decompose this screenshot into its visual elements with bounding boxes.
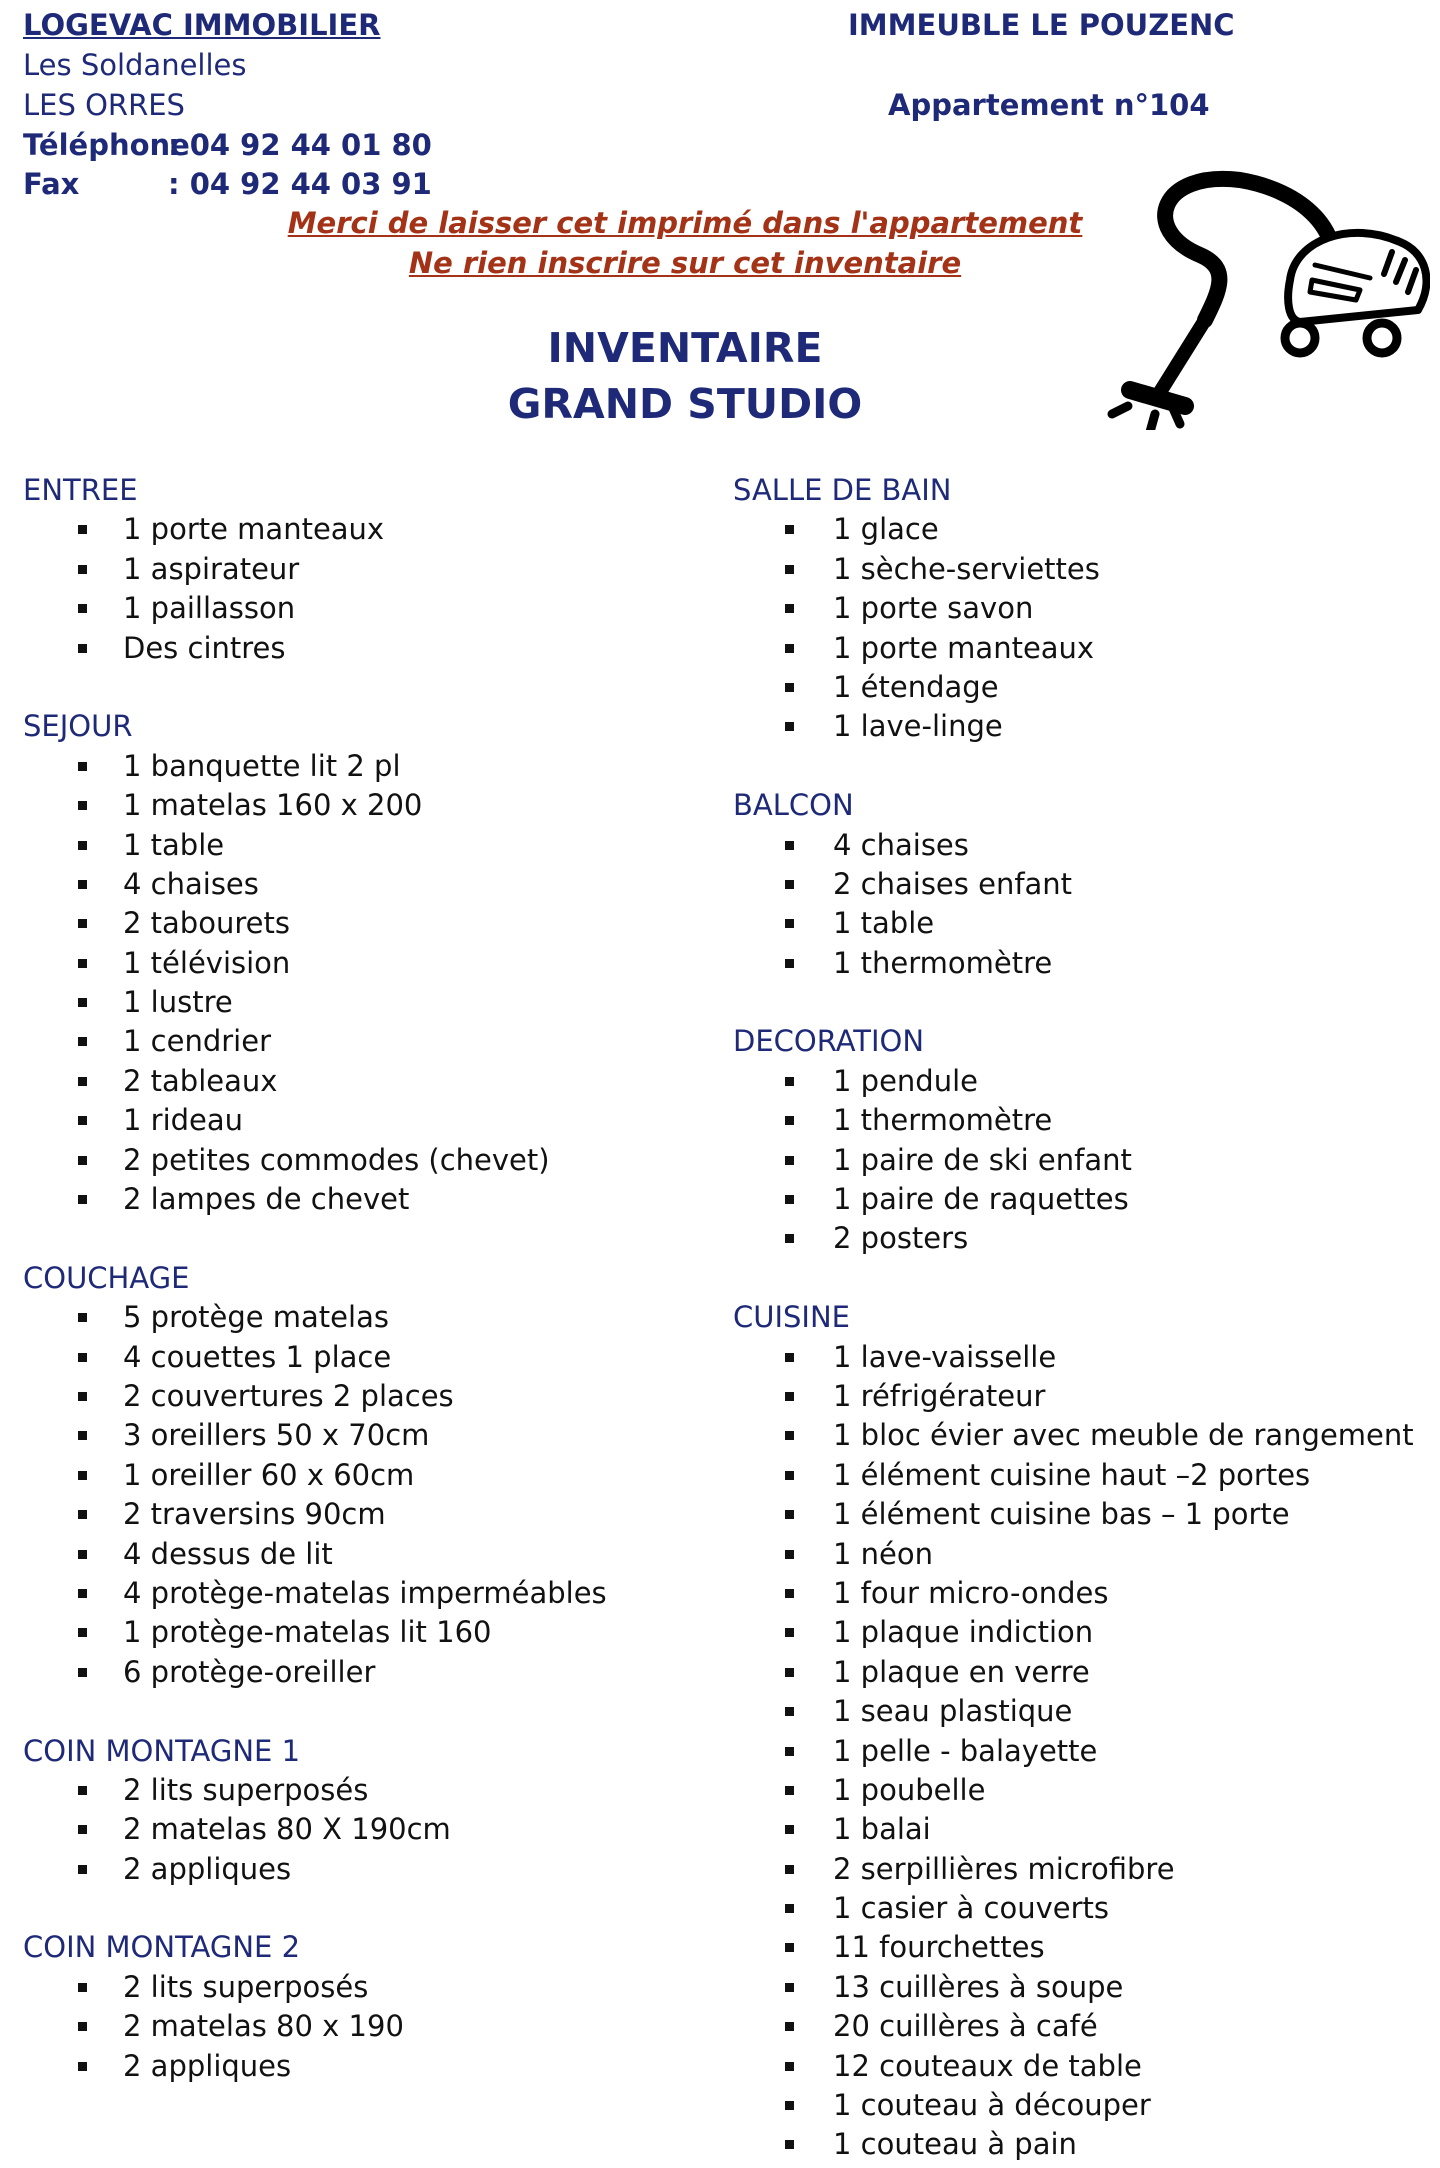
item-text: 1 élément cuisine haut –2 portes	[833, 1457, 1311, 1492]
list-item	[23, 1062, 723, 1101]
item-text: 1 paillasson	[123, 591, 296, 626]
item-text: 1 banquette lit 2 pl	[123, 748, 401, 783]
item-text: 2 lits superposés	[123, 1772, 369, 1807]
section-title: COIN MONTAGNE 1	[23, 1733, 301, 1768]
item-list	[733, 1338, 1433, 2165]
item-text: 1 table	[123, 827, 225, 862]
bullet-icon	[78, 1392, 87, 1401]
bullet-icon	[78, 644, 87, 653]
item-text: 20 cuillères à café	[833, 2009, 1098, 2044]
bullet-icon	[78, 801, 87, 810]
list-item	[733, 1928, 1433, 1967]
list-item	[733, 1653, 1433, 1692]
item-text: 4 protège-matelas imperméables	[123, 1575, 607, 1610]
bullet-icon	[785, 919, 794, 928]
item-text: 12 couteaux de table	[833, 2048, 1142, 2083]
item-text: 1 réfrigérateur	[833, 1378, 1046, 1413]
bullet-icon	[78, 565, 87, 574]
bullet-icon	[785, 959, 794, 968]
list-item	[733, 1692, 1433, 1731]
list-item	[23, 1495, 723, 1534]
item-text: 2 lampes de chevet	[123, 1182, 410, 1217]
item-text: 1 pendule	[833, 1063, 978, 1098]
list-item	[23, 747, 723, 786]
list-item	[23, 1850, 723, 1889]
item-list	[23, 1968, 723, 2086]
section-spacer	[733, 1259, 1433, 1298]
item-text: 6 protège-oreiller	[123, 1654, 376, 1689]
bullet-icon	[785, 1510, 794, 1519]
page-title: INVENTAIRE	[547, 324, 823, 372]
item-text: 1 plaque en verre	[833, 1654, 1090, 1689]
item-text: 1 pelle - balayette	[833, 1733, 1098, 1768]
list-item	[23, 983, 723, 1022]
phone-value: : 04 92 44 01 80	[168, 128, 432, 162]
section-title: DECORATION	[733, 1024, 925, 1059]
bullet-icon	[785, 1943, 794, 1952]
section-coin-montagne-1	[23, 1732, 723, 1890]
item-text: Des cintres	[123, 630, 286, 665]
bullet-icon	[785, 1353, 794, 1362]
list-item	[733, 1377, 1433, 1416]
bullet-icon	[785, 1865, 794, 1874]
list-item	[733, 1850, 1433, 1889]
item-list	[733, 510, 1433, 746]
bullet-icon	[785, 1234, 794, 1243]
item-text: 1 lustre	[123, 985, 233, 1020]
bullet-icon	[78, 2022, 87, 2031]
page-subtitle: GRAND STUDIO	[507, 380, 863, 428]
item-text: 1 aspirateur	[123, 551, 300, 586]
bullet-icon	[78, 2062, 87, 2071]
item-text: 1 paire de ski enfant	[833, 1142, 1132, 1177]
fax-label: Fax	[23, 167, 80, 201]
bullet-icon	[785, 1116, 794, 1125]
section-spacer	[23, 1889, 723, 1928]
bullet-icon	[78, 1628, 87, 1637]
notice-no-writing: Ne rien inscrire sur cet inventaire	[408, 246, 962, 280]
list-item	[733, 826, 1433, 865]
list-item	[733, 589, 1433, 628]
list-item	[733, 1141, 1433, 1180]
item-text: 4 couettes 1 place	[123, 1339, 392, 1374]
item-list	[23, 1771, 723, 1889]
bullet-icon	[78, 1077, 87, 1086]
bullet-icon	[785, 1077, 794, 1086]
list-item	[23, 1456, 723, 1495]
bullet-icon	[78, 841, 87, 850]
section-spacer	[733, 983, 1433, 1022]
item-text: 1 porte manteaux	[123, 512, 385, 547]
item-text: 1 lave-vaisselle	[833, 1339, 1057, 1374]
list-item	[23, 1101, 723, 1140]
list-item	[733, 1574, 1433, 1613]
agency-name: LOGEVAC IMMOBILIER	[23, 8, 381, 42]
section-entree	[23, 471, 723, 668]
section-title: BALCON	[733, 788, 854, 823]
section-spacer	[23, 668, 723, 707]
list-item	[733, 904, 1433, 943]
bullet-icon	[78, 1825, 87, 1834]
building-name: IMMEUBLE LE POUZENC	[848, 8, 1235, 42]
list-item	[23, 1810, 723, 1849]
item-text: 1 matelas 160 x 200	[123, 788, 423, 823]
item-text: 2 lits superposés	[123, 1969, 369, 2004]
bullet-icon	[78, 604, 87, 613]
bullet-icon	[78, 1786, 87, 1795]
bullet-icon	[78, 525, 87, 534]
bullet-icon	[785, 525, 794, 534]
list-item	[23, 1141, 723, 1180]
bullet-icon	[785, 1668, 794, 1677]
agency-address-line1: Les Soldanelles	[23, 48, 247, 82]
item-list	[733, 826, 1433, 984]
section-salle-de-bain	[733, 471, 1433, 747]
list-item	[23, 1535, 723, 1574]
bullet-icon	[78, 1313, 87, 1322]
list-item	[733, 1062, 1433, 1101]
item-text: 2 appliques	[123, 2048, 292, 2083]
list-item	[733, 550, 1433, 589]
item-text: 1 seau plastique	[833, 1694, 1073, 1729]
section-spacer	[23, 1692, 723, 1731]
fax-value: : 04 92 44 03 91	[168, 167, 432, 201]
list-item	[733, 1968, 1433, 2007]
bullet-icon	[78, 1510, 87, 1519]
list-item	[733, 510, 1433, 549]
list-item	[23, 510, 723, 549]
item-text: 5 protège matelas	[123, 1300, 389, 1335]
item-text: 1 thermomètre	[833, 1103, 1053, 1138]
item-text: 1 néon	[833, 1536, 934, 1571]
item-text: 1 oreiller 60 x 60cm	[123, 1457, 415, 1492]
item-text: 2 chaises enfant	[833, 866, 1073, 901]
bullet-icon	[785, 1747, 794, 1756]
list-item	[23, 1022, 723, 1061]
bullet-icon	[785, 1589, 794, 1598]
bullet-icon	[785, 1904, 794, 1913]
item-text: 2 matelas 80 x 190	[123, 2009, 404, 2044]
bullet-icon	[78, 1353, 87, 1362]
item-text: 1 élément cuisine bas – 1 porte	[833, 1497, 1290, 1532]
item-text: 13 cuillères à soupe	[833, 1969, 1124, 2004]
list-item	[23, 1298, 723, 1337]
list-item	[23, 826, 723, 865]
section-cuisine	[733, 1298, 1433, 2165]
bullet-icon	[785, 1983, 794, 1992]
bullet-icon	[785, 644, 794, 653]
agency-address-line2: LES ORRES	[23, 88, 185, 122]
item-text: 2 petites commodes (chevet)	[123, 1142, 550, 1177]
item-text: 1 casier à couverts	[833, 1891, 1109, 1926]
bullet-icon	[785, 880, 794, 889]
phone-label: Téléphone	[23, 128, 190, 162]
section-title: CUISINE	[733, 1300, 851, 1335]
bullet-icon	[785, 722, 794, 731]
list-item	[733, 865, 1433, 904]
list-item	[733, 1732, 1433, 1771]
bullet-icon	[78, 1156, 87, 1165]
item-text: 11 fourchettes	[833, 1930, 1045, 1965]
item-text: 1 couteau à découper	[833, 2088, 1151, 2123]
item-text: 2 couvertures 2 places	[123, 1378, 454, 1413]
item-text: 1 paire de raquettes	[833, 1182, 1129, 1217]
section-title: SALLE DE BAIN	[733, 473, 952, 507]
bullet-icon	[78, 1037, 87, 1046]
vacuum-cleaner-icon	[1100, 170, 1430, 430]
list-item	[23, 1416, 723, 1455]
list-item	[733, 1416, 1433, 1455]
list-item	[733, 2047, 1433, 2086]
notice-leave-form: Merci de laisser cet imprimé dans l'appartement	[287, 206, 1083, 240]
bullet-icon	[78, 1195, 87, 1204]
list-item	[733, 1219, 1433, 1258]
list-item	[733, 1495, 1433, 1534]
bullet-icon	[78, 998, 87, 1007]
item-text: 2 appliques	[123, 1851, 292, 1886]
item-text: 2 matelas 80 X 190cm	[123, 1812, 451, 1847]
item-text: 3 oreillers 50 x 70cm	[123, 1418, 430, 1453]
item-list	[23, 510, 723, 668]
list-item	[23, 786, 723, 825]
list-item	[23, 1338, 723, 1377]
list-item	[23, 865, 723, 904]
bullet-icon	[78, 1983, 87, 1992]
list-item	[23, 904, 723, 943]
list-item	[733, 2007, 1433, 2046]
item-text: 1 balai	[833, 1812, 931, 1847]
list-item	[23, 944, 723, 983]
item-list	[23, 1298, 723, 1692]
bullet-icon	[785, 1550, 794, 1559]
list-item	[23, 1180, 723, 1219]
item-text: 1 rideau	[123, 1103, 244, 1138]
bullet-icon	[78, 959, 87, 968]
list-item	[733, 1889, 1433, 1928]
bullet-icon	[78, 1550, 87, 1559]
item-text: 2 tabourets	[123, 906, 290, 941]
bullet-icon	[78, 1865, 87, 1874]
bullet-icon	[785, 1392, 794, 1401]
item-text: 1 table	[833, 906, 935, 941]
bullet-icon	[78, 1116, 87, 1125]
item-text: 1 four micro-ondes	[833, 1575, 1109, 1610]
item-text: 4 chaises	[123, 866, 259, 901]
list-item	[733, 1456, 1433, 1495]
section-title: COIN MONTAGNE 2	[23, 1930, 301, 1965]
list-item	[733, 1535, 1433, 1574]
list-item	[733, 944, 1433, 983]
bullet-icon	[785, 565, 794, 574]
item-text: 4 dessus de lit	[123, 1536, 333, 1571]
list-item	[23, 2007, 723, 2046]
list-item	[733, 1771, 1433, 1810]
left-column	[23, 471, 723, 2086]
item-text: 2 tableaux	[123, 1063, 278, 1098]
section-sejour	[23, 707, 723, 1219]
item-text: 1 thermomètre	[833, 945, 1053, 980]
item-text: 1 poubelle	[833, 1772, 986, 1807]
item-text: 2 posters	[833, 1221, 969, 1256]
bullet-icon	[785, 683, 794, 692]
list-item	[23, 1574, 723, 1613]
bullet-icon	[785, 1628, 794, 1637]
bullet-icon	[785, 2062, 794, 2071]
item-text: 1 protège-matelas lit 160	[123, 1615, 492, 1650]
list-item	[733, 1613, 1433, 1652]
bullet-icon	[785, 2022, 794, 2031]
list-item	[23, 1377, 723, 1416]
bullet-icon	[785, 2101, 794, 2110]
bullet-icon	[785, 1786, 794, 1795]
item-text: 2 traversins 90cm	[123, 1497, 386, 1532]
bullet-icon	[785, 841, 794, 850]
item-text: 1 lave-linge	[833, 709, 1003, 744]
section-spacer	[23, 1219, 723, 1258]
section-title: COUCHAGE	[23, 1260, 190, 1295]
item-text: 1 sèche-serviettes	[833, 551, 1100, 586]
section-decoration	[733, 1022, 1433, 1258]
item-text: 1 plaque indiction	[833, 1615, 1094, 1650]
section-title: SEJOUR	[23, 709, 133, 744]
list-item	[733, 1180, 1433, 1219]
bullet-icon	[785, 1471, 794, 1480]
item-text: 1 porte manteaux	[833, 630, 1095, 665]
item-text: 1 cendrier	[123, 1024, 271, 1059]
list-item	[23, 589, 723, 628]
section-balcon	[733, 786, 1433, 983]
list-item	[733, 1810, 1433, 1849]
section-title: ENTREE	[23, 473, 138, 507]
section-coin-montagne-2	[23, 1928, 723, 2086]
list-item	[733, 2125, 1433, 2164]
list-item	[23, 1968, 723, 2007]
bullet-icon	[78, 1431, 87, 1440]
bullet-icon	[785, 1825, 794, 1834]
bullet-icon	[78, 762, 87, 771]
bullet-icon	[785, 1156, 794, 1165]
item-list	[23, 747, 723, 1220]
bullet-icon	[78, 1668, 87, 1677]
list-item	[23, 2047, 723, 2086]
bullet-icon	[78, 919, 87, 928]
bullet-icon	[785, 1195, 794, 1204]
list-item	[733, 629, 1433, 668]
list-item	[733, 668, 1433, 707]
bullet-icon	[785, 2140, 794, 2149]
list-item	[733, 1101, 1433, 1140]
list-item	[733, 2086, 1433, 2125]
list-item	[733, 707, 1433, 746]
section-couchage	[23, 1259, 723, 1692]
list-item	[23, 550, 723, 589]
bullet-icon	[78, 1589, 87, 1598]
right-column	[733, 471, 1433, 2165]
item-text: 2 serpillières microfibre	[833, 1851, 1175, 1886]
bullet-icon	[78, 880, 87, 889]
apartment-number: Appartement n°104	[888, 88, 1210, 122]
list-item	[23, 1653, 723, 1692]
item-text: 1 bloc évier avec meuble de rangement	[833, 1418, 1414, 1453]
item-text: 4 chaises	[833, 827, 969, 862]
item-text: 1 couteau à pain	[833, 2127, 1077, 2162]
list-item	[23, 1771, 723, 1810]
item-text: 1 porte savon	[833, 591, 1034, 626]
bullet-icon	[785, 1431, 794, 1440]
list-item	[733, 1338, 1433, 1377]
list-item	[23, 1613, 723, 1652]
list-item	[23, 629, 723, 668]
item-text: 1 étendage	[833, 669, 999, 704]
bullet-icon	[785, 604, 794, 613]
bullet-icon	[78, 1471, 87, 1480]
item-text: 1 télévision	[123, 945, 291, 980]
bullet-icon	[785, 1707, 794, 1716]
item-list	[733, 1062, 1433, 1259]
section-spacer	[733, 747, 1433, 786]
item-text: 1 glace	[833, 512, 939, 547]
